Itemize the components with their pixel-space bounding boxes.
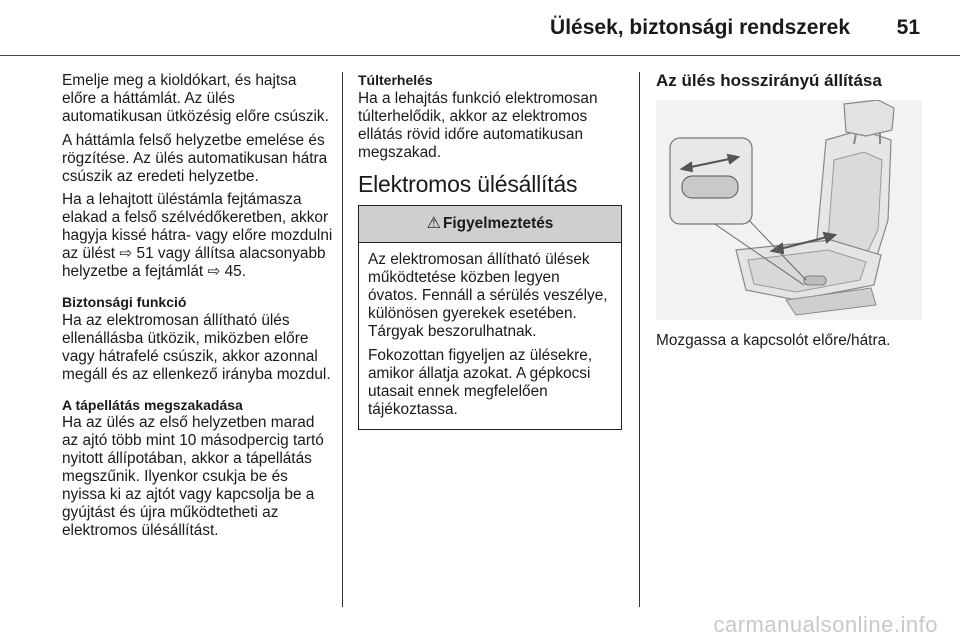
warning-triangle-icon: ⚠ bbox=[426, 215, 441, 233]
subsection-heading: Az ülés hosszirányú állítása bbox=[656, 71, 882, 90]
power-section bbox=[62, 397, 334, 540]
safety-section bbox=[62, 294, 334, 384]
paragraph-fold-forward: Emelje meg a kioldókart, és hajtsa előre a háttámlát. Az ülés automatikusan ütközésig előre csúszik. bbox=[62, 72, 329, 125]
paragraph-headrest-text-b: vagy állítsa alacsonyabb helyzetbe a fejtámlát bbox=[62, 245, 326, 281]
safety-text: Ha az elektromosan állítható ülés ellenállásba ütközik, miközben előre vagy hátrafelé csúszik, akkor azonnal megáll és az ellenkező irányba mozdul. bbox=[62, 311, 331, 383]
page-ref-link[interactable]: 51 bbox=[136, 245, 154, 263]
page-number: 51 bbox=[896, 16, 920, 39]
warning-paragraph-1: Az elektromosan állítható ülések működtetése közben legyen óvatos. Fennáll a sérülés veszélye, különösen gyerekek esetében. Tárgyak beszorulhatnak. bbox=[368, 251, 608, 341]
column-divider-1 bbox=[342, 72, 343, 607]
section-heading: Elektromos ülésállítás bbox=[358, 170, 578, 197]
column-2 bbox=[358, 72, 624, 430]
warning-header bbox=[359, 206, 621, 243]
page-title: Ülések, biztonsági rendszerek bbox=[550, 16, 850, 39]
paragraph-raise-backrest: A háttámla felső helyzetbe emelése és rögzítése. Az ülés automatikusan hátra csúszik az eredeti helyzetbe. bbox=[62, 131, 328, 185]
power-title: A tápellátás megszakadása bbox=[62, 396, 243, 413]
seat-illustration bbox=[656, 100, 922, 320]
paragraph-headrest bbox=[62, 191, 334, 281]
figure-caption: Mozgassa a kapcsolót előre/hátra. bbox=[656, 331, 891, 349]
page-ref-link[interactable]: 45. bbox=[224, 263, 247, 281]
watermark: carmanualsonline.info bbox=[713, 612, 938, 637]
warning-box bbox=[358, 205, 622, 429]
column-divider-2 bbox=[639, 72, 640, 607]
column-3 bbox=[656, 72, 922, 356]
overload-section bbox=[358, 72, 624, 162]
warning-body bbox=[359, 243, 621, 428]
warning-paragraph-2: Fokozottan figyeljen az ülésekre, amikor állatja azokat. A gépkocsi utasait ennek megfelelően tájékoztassa. bbox=[368, 346, 593, 418]
page-ref-icon: ⇨ bbox=[119, 245, 133, 263]
safety-title: Biztonsági funkció bbox=[62, 293, 187, 310]
header-rule bbox=[0, 55, 960, 56]
page-header bbox=[0, 0, 960, 54]
overload-title: Túlterhelés bbox=[358, 72, 433, 88]
page-ref-icon: ⇨ bbox=[207, 263, 221, 281]
warning-title: Figyelmeztetés bbox=[443, 215, 554, 233]
column-1 bbox=[62, 72, 334, 546]
paragraph-headrest-text-a: Ha a lehajtott üléstámla fejtámasza elakad a felső szélvédőkeretben, akkor hagyja kissé hátra- vagy előre mozdulni az ülést bbox=[62, 191, 333, 263]
power-text: Ha az ülés az első helyzetben marad az ajtó több mint 10 másodpercig tartó nyitott állípotában, akkor a tápellátás megszűnik. Ilyenkor csukja be és nyissa ki az ajtót vagy kapcsolja be a gyújtást és újra működtetheti az elektromos ülésállítást. bbox=[62, 414, 324, 539]
overload-text: Ha a lehajtás funkció elektromosan túlterhelődik, akkor az elektromos ellátás rövid időre automatikusan megszakad. bbox=[358, 89, 598, 161]
